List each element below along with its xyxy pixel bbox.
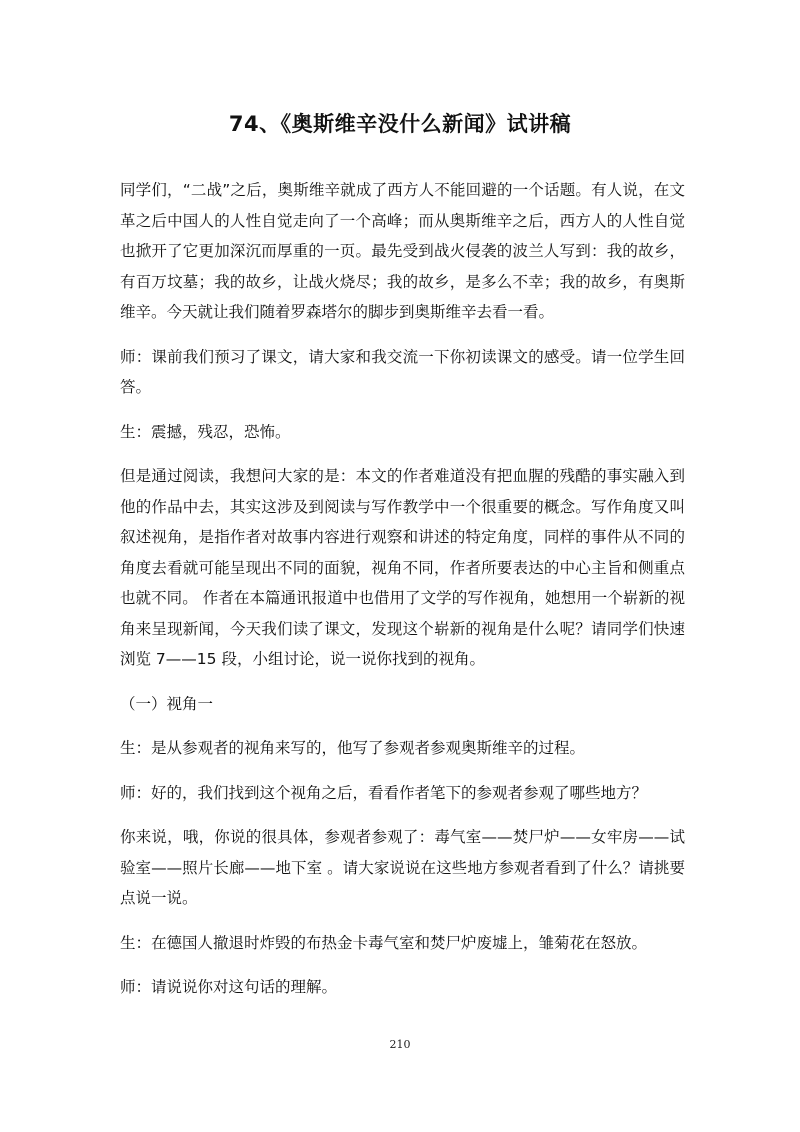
paragraph-student-perspective: 生：是从参观者的视角来写的，他写了参观者参观奥斯维辛的过程。 <box>120 739 586 757</box>
paragraph-student-answer: 生：震撼，残忍，恐怖。 <box>120 422 291 441</box>
paragraph-teacher-question: 师：课前我们预习了课文，请大家和我交流一下你初读课文的感受。请一位学生回答。 <box>120 347 685 396</box>
paragraph-visit-route: 你来说，哦，你说的很具体，参观者参观了：毒气室——焚尸炉——女牢房——试验室——照片长廊——地下室 。请大家说说在这些地方参观者看到了什么？请挑要点说一说。 <box>120 828 685 907</box>
paragraph-perspective-concept: 但是通过阅读，我想问大家的是：本文的作者难道没有把血腥的残酷的事实融入到他的作品中去，其实这涉及到阅读与写作教学中一个很重要的概念。写作角度又叫叙述视角，是指作者对故事内容进行观察和讲述的特定角度，同样的事件从不同的角度去看就可能呈现出不同的面貌，视角不同，作者所要表达的中心主旨和侧重点也就不同。 作者在本篇通讯报道中也借用了文学的写作视角，她想用一个崭新的视角来呈现新闻，今天我们读了课文，发现这个崭新的视角是什么呢？请同学们快速浏览 7——15 段，小组讨论，说一说你找到的视角。 <box>120 467 685 668</box>
paragraph-teacher-interpret: 师：请说说你对这句话的理解。 <box>120 978 338 996</box>
paragraph-teacher-places: 师：好的，我们找到这个视角之后，看看作者笔下的参观者参观了哪些地方？ <box>120 783 648 802</box>
paragraph-intro: 同学们，“二战”之后，奥斯维辛就成了西方人不能回避的一个话题。有人说，在文革之后中国人的人性自觉走向了一个高峰；而从奥斯维辛之后，西方人的人性自觉也掀开了它更加深沉而厚重的一页。最先受到战火侵袭的波兰人写到：我的故乡，有百万坟墓；我的故乡，让战火烧尽；我的故乡，是多么不幸；我的故乡，有奥斯维辛。今天就让我们随着罗森塔尔的脚步到奥斯维辛去看一看。 <box>120 181 685 321</box>
page-number: 210 <box>389 1038 411 1051</box>
document-title: 74、《奥斯维辛没什么新闻》试讲稿 <box>228 112 572 136</box>
paragraph-student-daisies: 生：在德国人撤退时炸毁的布热金卡毒气室和焚尸炉废墟上，雏菊花在怒放。 <box>120 933 648 952</box>
document-body <box>120 175 685 1017</box>
section-heading-perspective-one: （一）视角一 <box>120 694 214 713</box>
